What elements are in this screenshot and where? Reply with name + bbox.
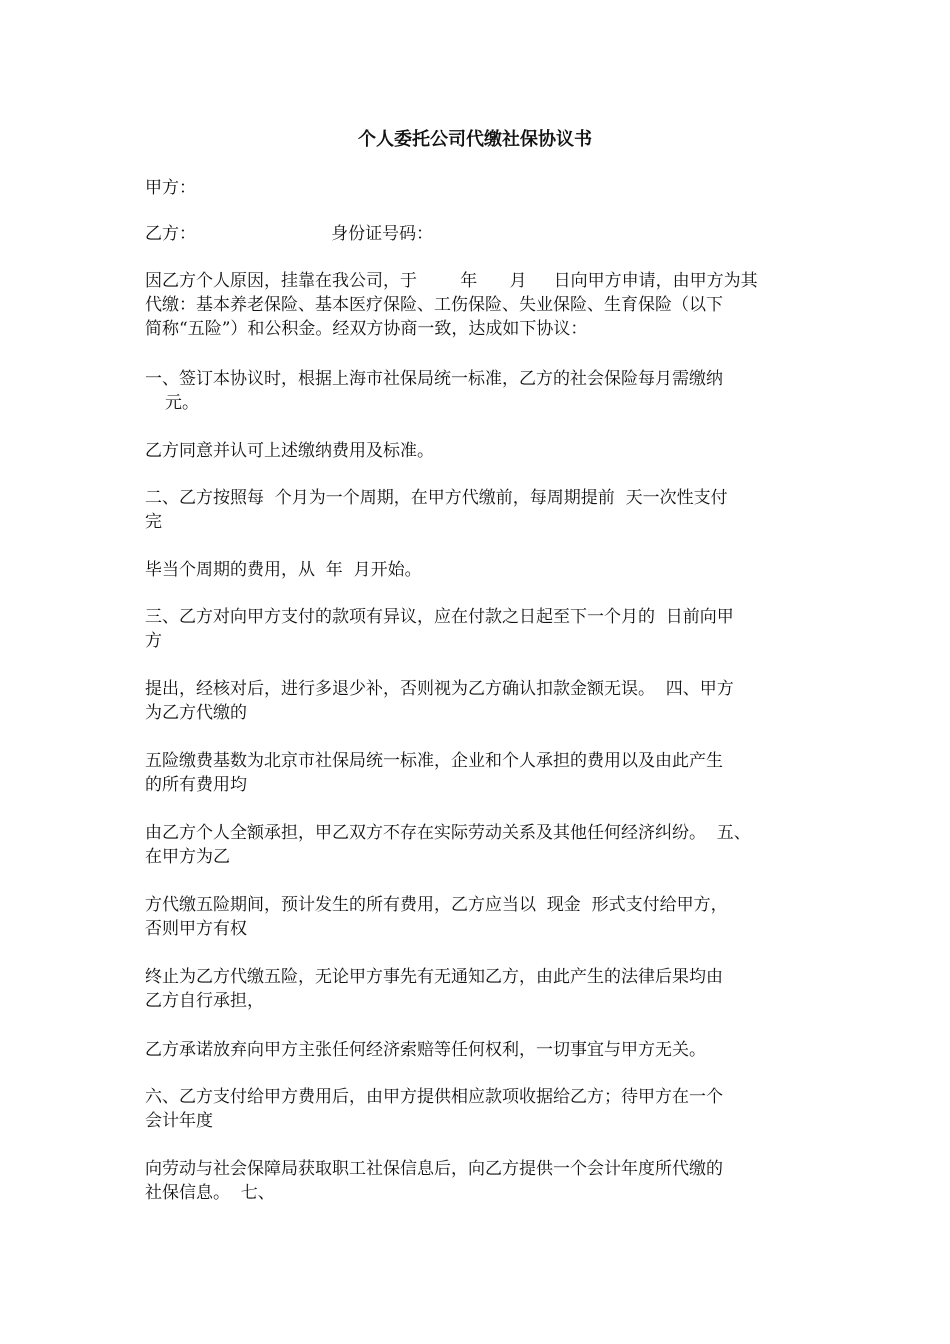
clause-3b-line-2: 为乙方代缴的 [145, 703, 247, 723]
clause-4c-line-2: 在甲方为乙 [145, 847, 230, 867]
clause-2-line-1: 二、乙方按照每 个月为一个周期，在甲方代缴前，每周期提前 天一次性支付 [145, 488, 728, 508]
agree-line: 乙方同意并认可上述缴纳费用及标准。 [145, 441, 434, 461]
clause-3-line-2: 方 [145, 631, 162, 651]
clause-3b-line-1: 提出，经核对后，进行多退少补，否则视为乙方确认扣款金额无误。 四、甲方 [145, 679, 734, 699]
clause-1-line-2: 元。 [165, 393, 199, 413]
clause-2-line-2: 完 [145, 512, 162, 532]
clause-5d-line: 乙方承诺放弃向甲方主张任何经济索赔等任何权利，一切事宜与甲方无关。 [145, 1040, 706, 1060]
clause-3-line-1: 三、乙方对向甲方支付的款项有异议，应在付款之日起至下一个月的 日前向甲 [145, 607, 734, 627]
clause-1-line-1: 一、签订本协议时，根据上海市社保局统一标准，乙方的社会保险每月需缴纳 [145, 369, 723, 389]
clause-5c-line-1: 终止为乙方代缴五险，无论甲方事先有无通知乙方，由此产生的法律后果均由 [145, 967, 723, 987]
clause-6-line-1: 六、乙方支付给甲方费用后，由甲方提供相应款项收据给乙方；待甲方在一个 [145, 1087, 723, 1107]
clause-2b-line: 毕当个周期的费用，从 年 月开始。 [145, 560, 422, 580]
clause-4c-line-1: 由乙方个人全额承担，甲乙双方不存在实际劳动关系及其他任何经济纠纷。 五、 [145, 823, 751, 843]
clause-6b-line-2: 社保信息。 七、 [145, 1183, 275, 1203]
document-title: 个人委托公司代缴社保协议书 [358, 129, 592, 150]
party-a-line: 甲方： [145, 178, 196, 198]
intro-line-2: 代缴：基本养老保险、基本医疗保险、工伤保险、失业保险、生育保险（以下 [145, 295, 723, 315]
clause-6-line-2: 会计年度 [145, 1111, 213, 1131]
party-b-line: 乙方： 身份证号码： [145, 224, 434, 244]
clause-5b-line-2: 否则甲方有权 [145, 919, 247, 939]
intro-line-3: 简称“五险”）和公积金。经双方协商一致，达成如下协议： [145, 319, 588, 339]
clause-4b-line-2: 的所有费用均 [145, 775, 247, 795]
clause-6b-line-1: 向劳动与社会保障局获取职工社保信息后，向乙方提供一个会计年度所代缴的 [145, 1159, 723, 1179]
clause-5c-line-2: 乙方自行承担， [145, 991, 264, 1011]
clause-4b-line-1: 五险缴费基数为北京市社保局统一标准，企业和个人承担的费用以及由此产生 [145, 751, 723, 771]
intro-line-1: 因乙方个人原因，挂靠在我公司，于 年 月 日向甲方申请，由甲方为其 [145, 271, 758, 291]
clause-5b-line-1: 方代缴五险期间，预计发生的所有费用，乙方应当以 现金 形式支付给甲方， [145, 895, 728, 915]
